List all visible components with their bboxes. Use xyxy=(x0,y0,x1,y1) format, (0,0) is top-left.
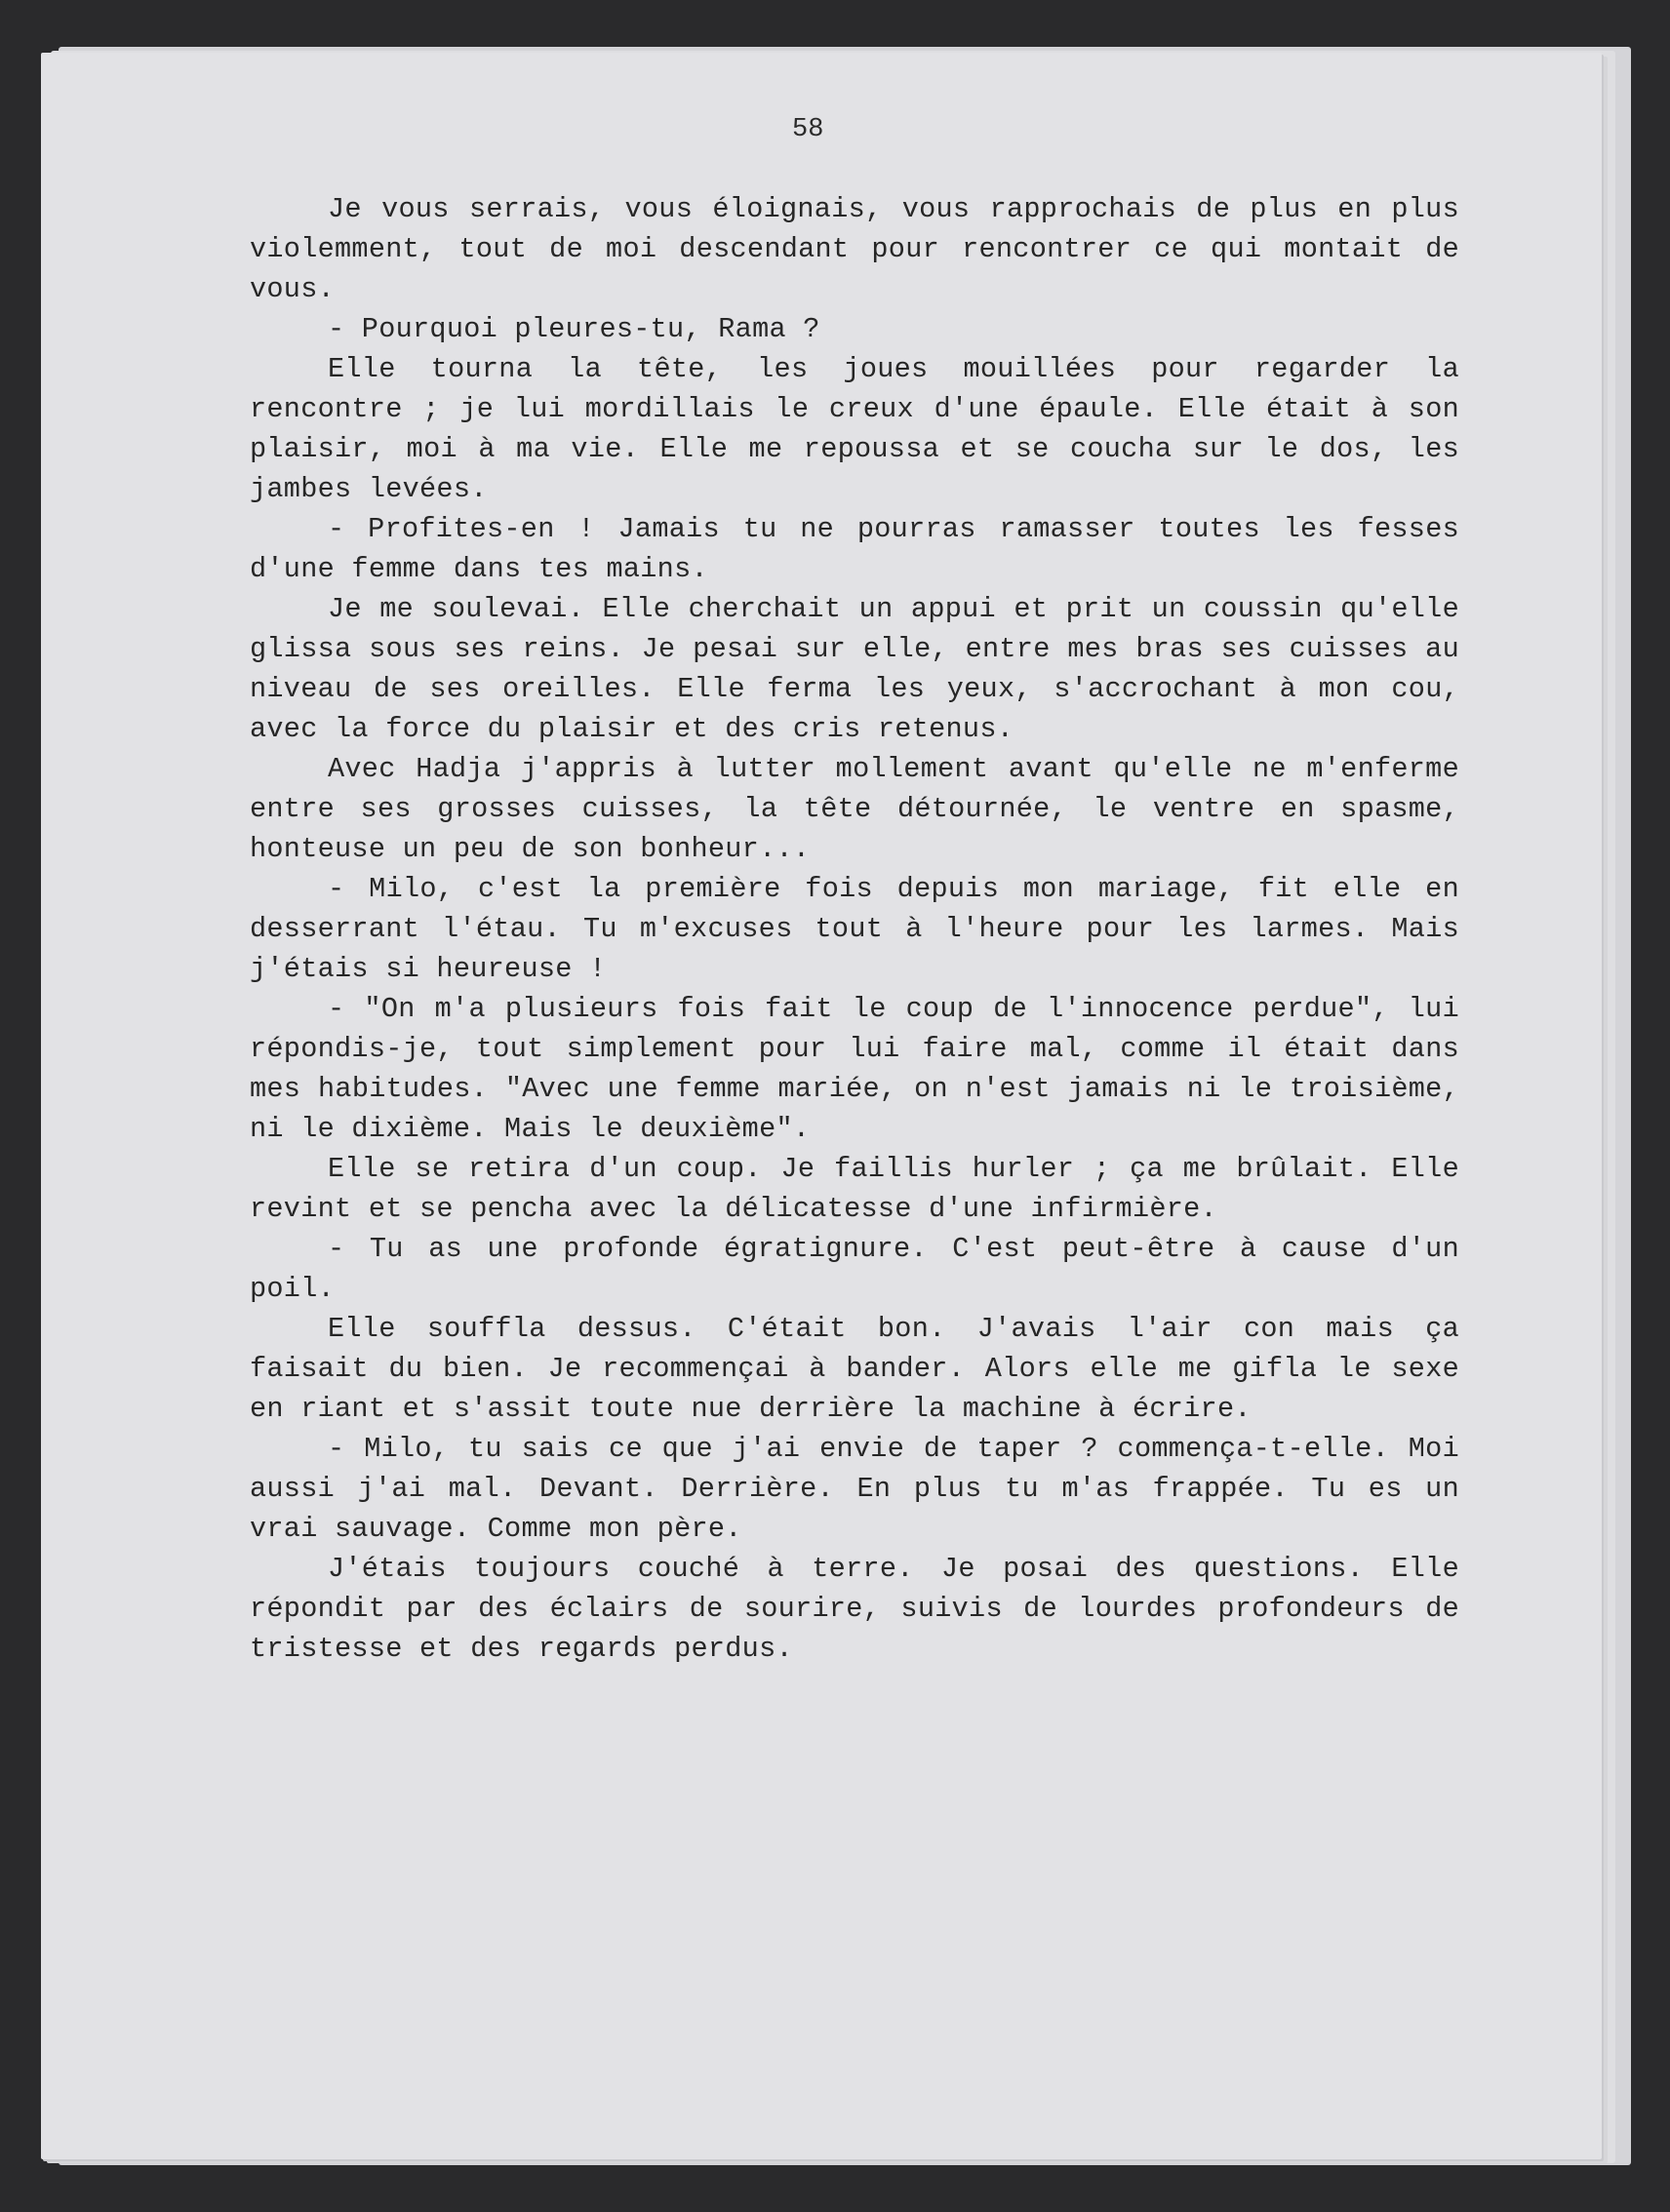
paragraph: - Tu as une profonde égratignure. C'est peut-être à cause d'un poil. xyxy=(250,1233,1459,1305)
paragraph: - "On m'a plusieurs fois fait le coup de l'innocence perdue", lui répondis-je, tout simplement pour lui faire mal, comme il était dans mes habitudes. "Avec une femme mariée, on n'est jamais ni le troisième, ni le dixième. Mais le deuxième". xyxy=(250,993,1459,1145)
paragraph: Avec Hadja j'appris à lutter mollement avant qu'elle ne m'enferme entre ses grosses cuisses, la tête détournée, le ventre en spasme, honteuse un peu de son bonheur... xyxy=(250,753,1459,865)
paragraph: Je vous serrais, vous éloignais, vous rapprochais de plus en plus violemment, tout de moi descendant pour rencontrer ce qui montait de vous. xyxy=(250,193,1459,305)
paragraph: Je me soulevai. Elle cherchait un appui et prit un coussin qu'elle glissa sous ses reins. Je pesai sur elle, entre mes bras ses cuisses au niveau de ses oreilles. Elle ferma les yeux, s'accrochant à mon cou, avec la force du plaisir et des cris retenus. xyxy=(250,593,1459,745)
paragraph: - Pourquoi pleures-tu, Rama ? xyxy=(328,313,820,345)
paragraph: - Milo, c'est la première fois depuis mon mariage, fit elle en desserrant l'étau. Tu m'excuses tout à l'heure pour les larmes. Mais j'étais si heureuse ! xyxy=(250,873,1459,985)
document-page xyxy=(41,53,1602,2159)
paragraph: Elle se retira d'un coup. Je faillis hurler ; ça me brûlait. Elle revint et se pencha avec la délicatesse d'une infirmière. xyxy=(250,1153,1459,1225)
paragraph: - Profites-en ! Jamais tu ne pourras ramasser toutes les fesses d'une femme dans tes mains. xyxy=(250,513,1459,585)
paragraph: - Milo, tu sais ce que j'ai envie de taper ? commença-t-elle. Moi aussi j'ai mal. Devant. Derrière. En plus tu m'as frappée. Tu es un vrai sauvage. Comme mon père. xyxy=(250,1433,1459,1545)
paragraph: Elle souffla dessus. C'était bon. J'avais l'air con mais ça faisait du bien. Je recommençai à bander. Alors elle me gifla le sexe en riant et s'assit toute nue derrière la machine à écrire. xyxy=(250,1313,1459,1425)
paragraph: Elle tourna la tête, les joues mouillées pour regarder la rencontre ; je lui mordillais le creux d'une épaule. Elle était à son plaisir, moi à ma vie. Elle me repoussa et se coucha sur le dos, les jambes levées. xyxy=(250,353,1459,505)
page-number: 58 xyxy=(792,115,824,144)
page-body xyxy=(250,189,1459,1669)
paragraph: J'étais toujours couché à terre. Je posai des questions. Elle répondit par des éclairs de sourire, suivis de lourdes profondeurs de tristesse et des regards perdus. xyxy=(250,1553,1459,1665)
